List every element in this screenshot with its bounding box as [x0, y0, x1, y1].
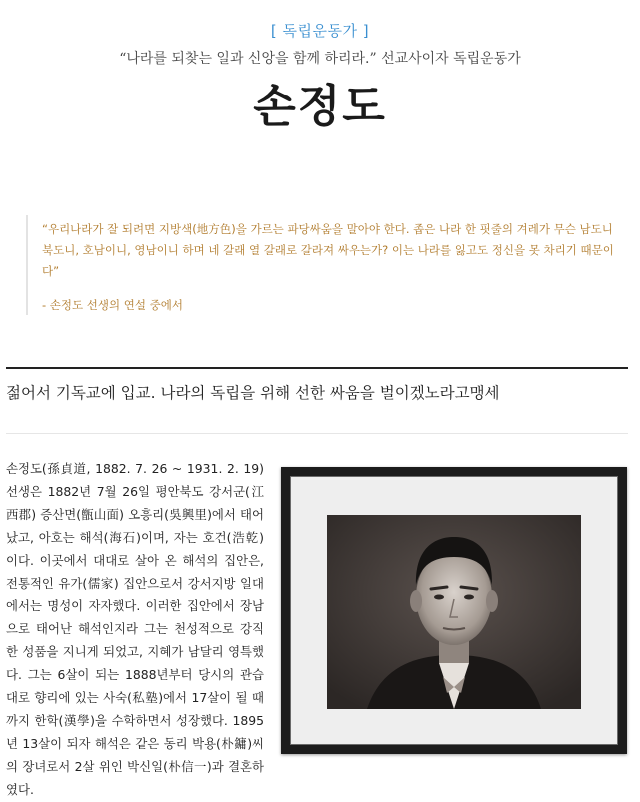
portrait-illustration — [327, 515, 581, 709]
category-label: [ 독립운동가 ] — [270, 22, 370, 40]
page-title: 손정도 — [253, 81, 387, 132]
subtitle: “나라를 되찾는 일과 신앙을 함께 하리라.” 선교사이자 독립운동가 — [119, 51, 521, 67]
portrait-mat — [290, 476, 618, 745]
heading-underline — [6, 433, 628, 434]
section-heading: 젊어서 기독교에 입교. 나라의 독립을 위해 선한 싸움을 벌이겠노라고맹세 — [6, 384, 500, 402]
quote-block — [26, 215, 626, 315]
section-divider — [6, 367, 628, 369]
portrait-frame — [281, 467, 627, 754]
portrait-photo — [327, 515, 581, 709]
biography-text: 손정도(孫貞道, 1882. 7. 26 ~ 1931. 2. 19) 선생은 1882년 7월 26일 평안북도 강서군(江西郡) 증산면(甑山面) 오흥리(吳興里)에서 태어났고, 아호는 해석(海石)이며, 자는 호건(浩乾)이다. 이곳에서 대대로 살아 온 해석의 집안은, 전통적인 유가(儒家) 집안으로서 강서지방 일대에서는 명성이 자자했다. 이러한 집안에서 장남으로 태어난 해석인지라 그는 천성적으로 강직한 성품을 지니게 되었고, 지혜가 남달리 영특했다. 그는 6살이 되는 1888년부터 당시의 관습대로 향리에 있는 사숙(私塾)에서 17살이 될 때까지 한학(漢學)을 수학하면서 성장했다. 1895년 13살이 되자 해석은 같은 동리 박용(朴鏞)씨의 장녀로서 2살 위인 박신일(朴信一)과 결혼하였다. — [6, 461, 264, 797]
quote-source: - 손정도 선생의 연설 중에서 — [42, 298, 183, 312]
quote-text: “우리나라가 잘 되려면 지방색(地方色)을 가르는 파당싸움을 말아야 한다. 좁은 나라 한 핏줄의 겨레가 무슨 남도니 북도니, 호남이니, 영남이니 하며 네 갈래 열 갈래로 갈라져 싸우는가? 이는 나라를 잃고도 정신을 못 차리기 때문이다” — [42, 222, 614, 278]
